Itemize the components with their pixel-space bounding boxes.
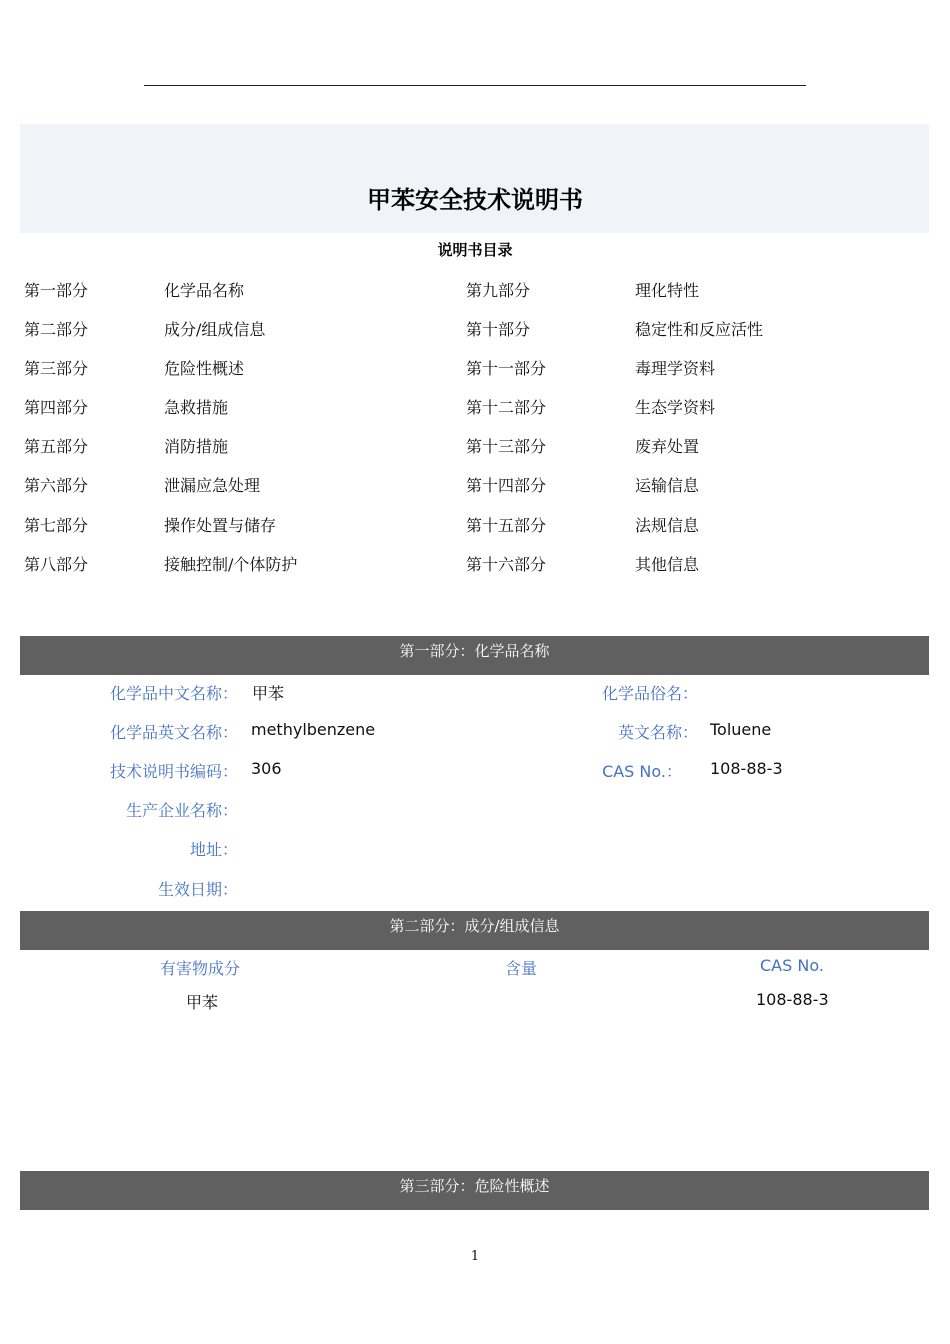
cas-column-header: CAS No. [760, 956, 824, 975]
toc-part-name: 法规信息 [635, 516, 700, 535]
toc-row [0, 395, 950, 419]
toc-part-name: 其他信息 [635, 555, 700, 574]
toc-row [0, 473, 950, 497]
toc-part-name: 毒理学资料 [635, 359, 716, 378]
toc-part: 第二部分 [24, 320, 89, 339]
content-column-header: 含量 [505, 959, 538, 978]
en-name-label: 英文名称： [617, 723, 698, 742]
toc-row [0, 356, 950, 380]
toc-row [0, 513, 950, 537]
toc-title: 说明书目录 [437, 241, 513, 259]
toc-part: 第九部分 [466, 281, 531, 300]
title-band [20, 124, 929, 233]
toc-part-name: 稳定性和反应活性 [635, 320, 764, 339]
toc-part: 第七部分 [24, 516, 89, 535]
toc-part-name: 急救措施 [164, 398, 229, 417]
toc-row [0, 317, 950, 341]
toc-part-name: 危险性概述 [164, 359, 245, 378]
en-chem-name-value: methylbenzene [251, 720, 376, 739]
toc-part: 第十一部分 [466, 359, 547, 378]
toc-part: 第五部分 [24, 437, 89, 456]
toc-part: 第三部分 [24, 359, 89, 378]
toc-row [0, 278, 950, 302]
toc-part-name: 成分/组成信息 [164, 320, 266, 339]
toc-part: 第十六部分 [466, 555, 547, 574]
toc-part-name: 理化特性 [635, 281, 700, 300]
toc-part: 第四部分 [24, 398, 89, 417]
toc-row [0, 434, 950, 458]
toc-part-name: 废弃处置 [635, 437, 700, 456]
address-label: 地址： [189, 840, 238, 859]
toc-part: 第一部分 [24, 281, 89, 300]
toc-part-name: 生态学资料 [635, 398, 716, 417]
section3-header: 第三部分：危险性概述 [20, 1171, 929, 1210]
toc-row [0, 552, 950, 576]
cas-label: CAS No.： [602, 762, 682, 781]
page-number: 1 [470, 1249, 480, 1264]
toc-part-name: 泄漏应急处理 [164, 476, 261, 495]
component-cell: 甲苯 [186, 993, 219, 1012]
spec-code-value: 306 [251, 759, 282, 778]
company-label: 生产企业名称： [125, 801, 238, 820]
toc-part-name: 消防措施 [164, 437, 229, 456]
component-column-header: 有害物成分 [160, 959, 241, 978]
toc-part: 第八部分 [24, 555, 89, 574]
common-name-label: 化学品俗名： [601, 684, 698, 703]
toc-part: 第十部分 [466, 320, 531, 339]
toc-part: 第六部分 [24, 476, 89, 495]
cas-cell: 108-88-3 [756, 990, 829, 1009]
document-title: 甲苯安全技术说明书 [367, 186, 583, 214]
toc-part: 第十二部分 [466, 398, 547, 417]
section2-header: 第二部分：成分/组成信息 [20, 911, 929, 950]
toc-part-name: 化学品名称 [164, 281, 245, 300]
effective-date-label: 生效日期： [157, 880, 238, 899]
en-chem-name-label: 化学品英文名称： [109, 723, 238, 742]
header-rule [144, 85, 806, 86]
cn-name-label: 化学品中文名称： [109, 684, 238, 703]
en-name-value: Toluene [710, 720, 772, 739]
toc-part-name: 操作处置与储存 [164, 516, 277, 535]
toc-part-name: 运输信息 [635, 476, 700, 495]
spec-code-label: 技术说明书编码： [109, 762, 238, 781]
section1-header: 第一部分：化学品名称 [20, 636, 929, 675]
toc-part: 第十三部分 [466, 437, 547, 456]
cn-name-value: 甲苯 [252, 684, 285, 703]
cas-value: 108-88-3 [710, 759, 783, 778]
toc-part-name: 接触控制/个体防护 [164, 555, 298, 574]
toc-part: 第十四部分 [466, 476, 547, 495]
toc-part: 第十五部分 [466, 516, 547, 535]
